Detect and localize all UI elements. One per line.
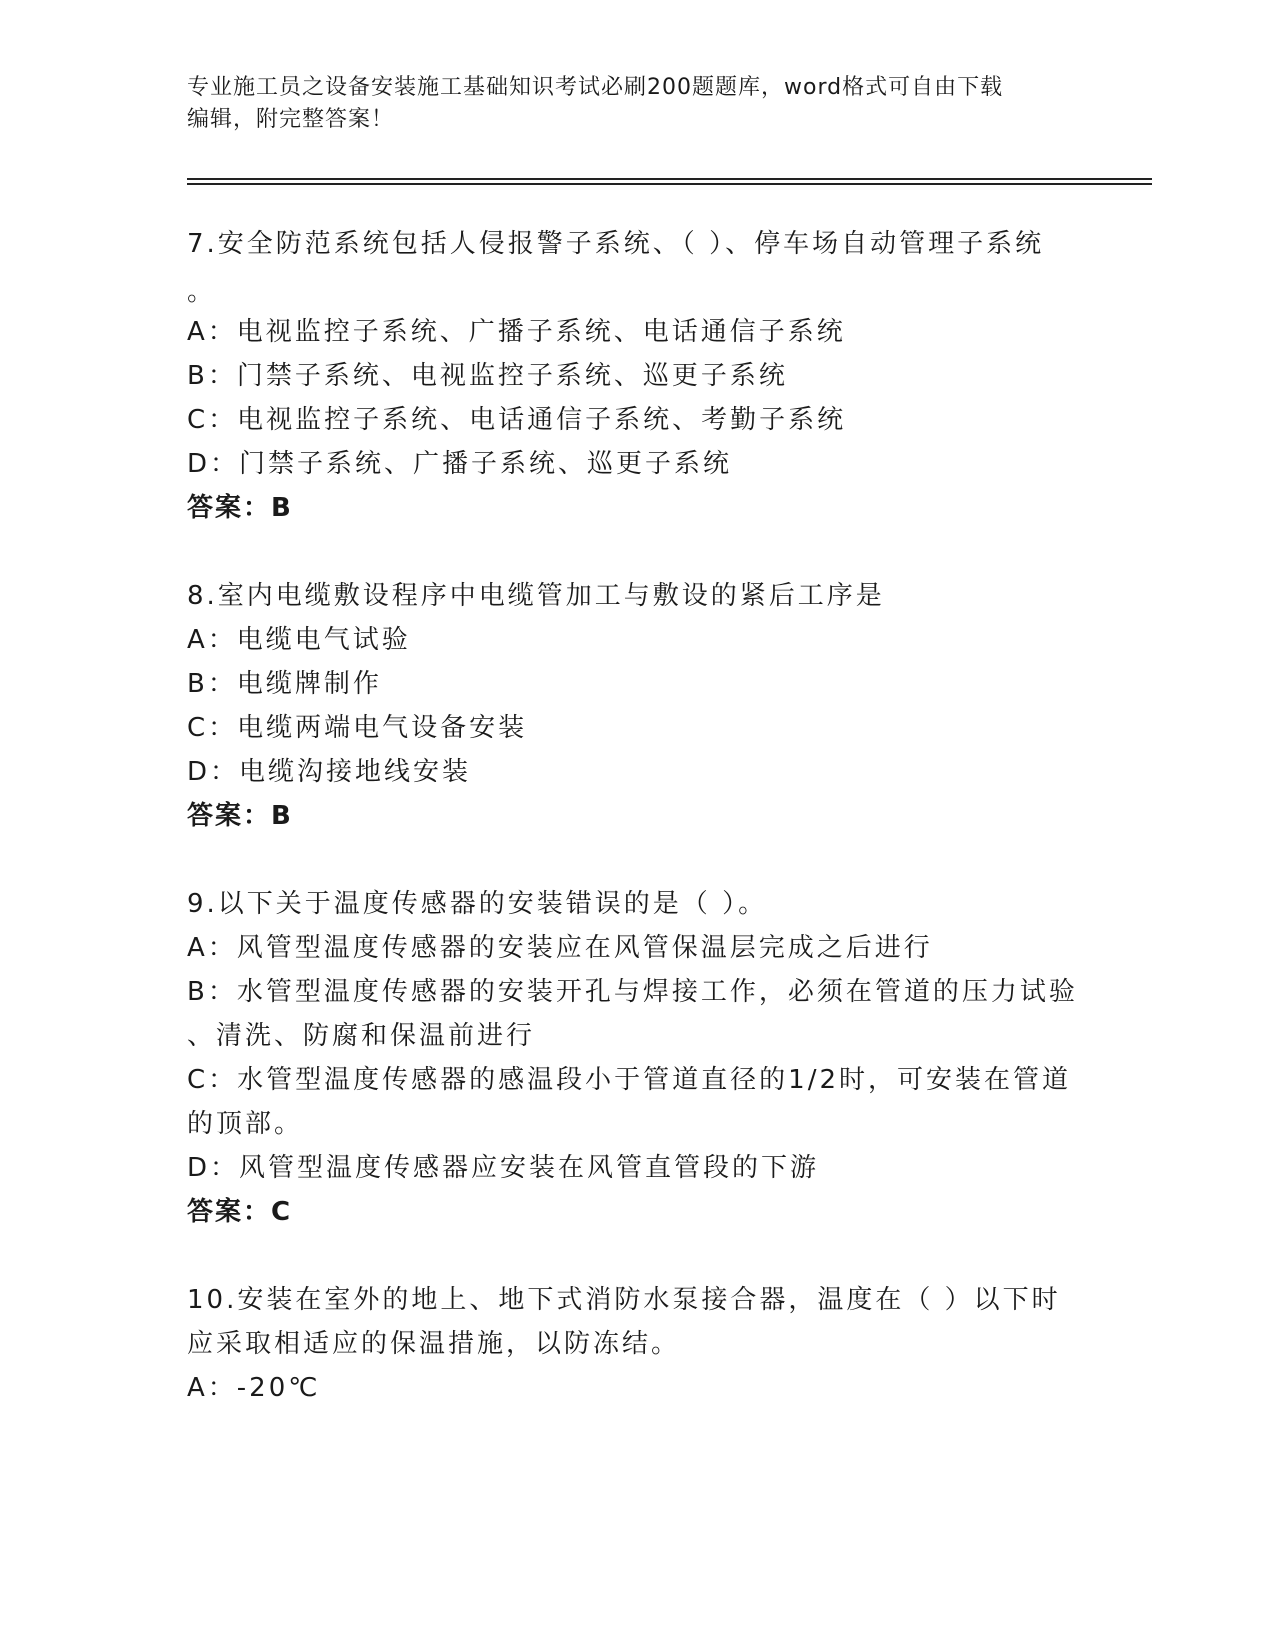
question-7-answer: 答案：B <box>187 493 293 523</box>
question-9-option-b-line-1: B：水管型温度传感器的安装开孔与焊接工作，必须在管道的压力试验 <box>187 977 1078 1007</box>
question-7-stem-line-1: 7.安全防范系统包括人侵报警子系统、（ ）、停车场自动管理子系统 <box>187 229 1045 259</box>
question-7-stem-line-2: 。 <box>187 277 217 307</box>
question-8-option-a: A：电缆电气试验 <box>187 625 411 655</box>
question-10-stem-line-2: 应采取相适应的保温措施，以防冻结。 <box>187 1329 681 1359</box>
question-9-option-d: D：风管型温度传感器应安装在风管直管段的下游 <box>187 1153 820 1183</box>
question-8-option-c: C：电缆两端电气设备安装 <box>187 713 528 743</box>
question-7-option-d: D：门禁子系统、广播子系统、巡更子系统 <box>187 449 733 479</box>
question-8-option-b: B：电缆牌制作 <box>187 669 382 699</box>
question-9-option-b-line-2: 、清洗、防腐和保温前进行 <box>187 1021 536 1051</box>
question-10-stem-line-1: 10.安装在室外的地上、地下式消防水泵接合器，温度在（ ）以下时 <box>187 1285 1061 1315</box>
header-title-line-1: 专业施工员之设备安装施工基础知识考试必刷200题题库，word格式可自由下载 <box>187 75 1004 100</box>
header-title-line-2: 编辑，附完整答案！ <box>187 107 395 132</box>
question-8-answer: 答案：B <box>187 801 293 831</box>
question-7-option-c: C：电视监控子系统、电话通信子系统、考勤子系统 <box>187 405 847 435</box>
question-8-option-d: D：电缆沟接地线安装 <box>187 757 472 787</box>
question-9-answer: 答案：C <box>187 1197 293 1227</box>
question-9-option-c-line-2: 的顶部。 <box>187 1109 304 1139</box>
question-10-option-a: A：-20℃ <box>187 1373 321 1403</box>
header-divider-top <box>187 178 1152 180</box>
question-9-option-a: A：风管型温度传感器的安装应在风管保温层完成之后进行 <box>187 933 933 963</box>
question-7-option-a: A：电视监控子系统、广播子系统、电话通信子系统 <box>187 317 846 347</box>
question-8-stem-line-1: 8.室内电缆敷设程序中电缆管加工与敷设的紧后工序是 <box>187 581 885 611</box>
document-header <box>187 72 1067 136</box>
question-7-option-b: B：门禁子系统、电视监控子系统、巡更子系统 <box>187 361 788 391</box>
question-9-option-c-line-1: C：水管型温度传感器的感温段小于管道直径的1/2时，可安装在管道 <box>187 1065 1071 1095</box>
question-9-stem-line-1: 9.以下关于温度传感器的安装错误的是（ ）。 <box>187 889 768 919</box>
header-divider-bottom <box>187 183 1152 185</box>
